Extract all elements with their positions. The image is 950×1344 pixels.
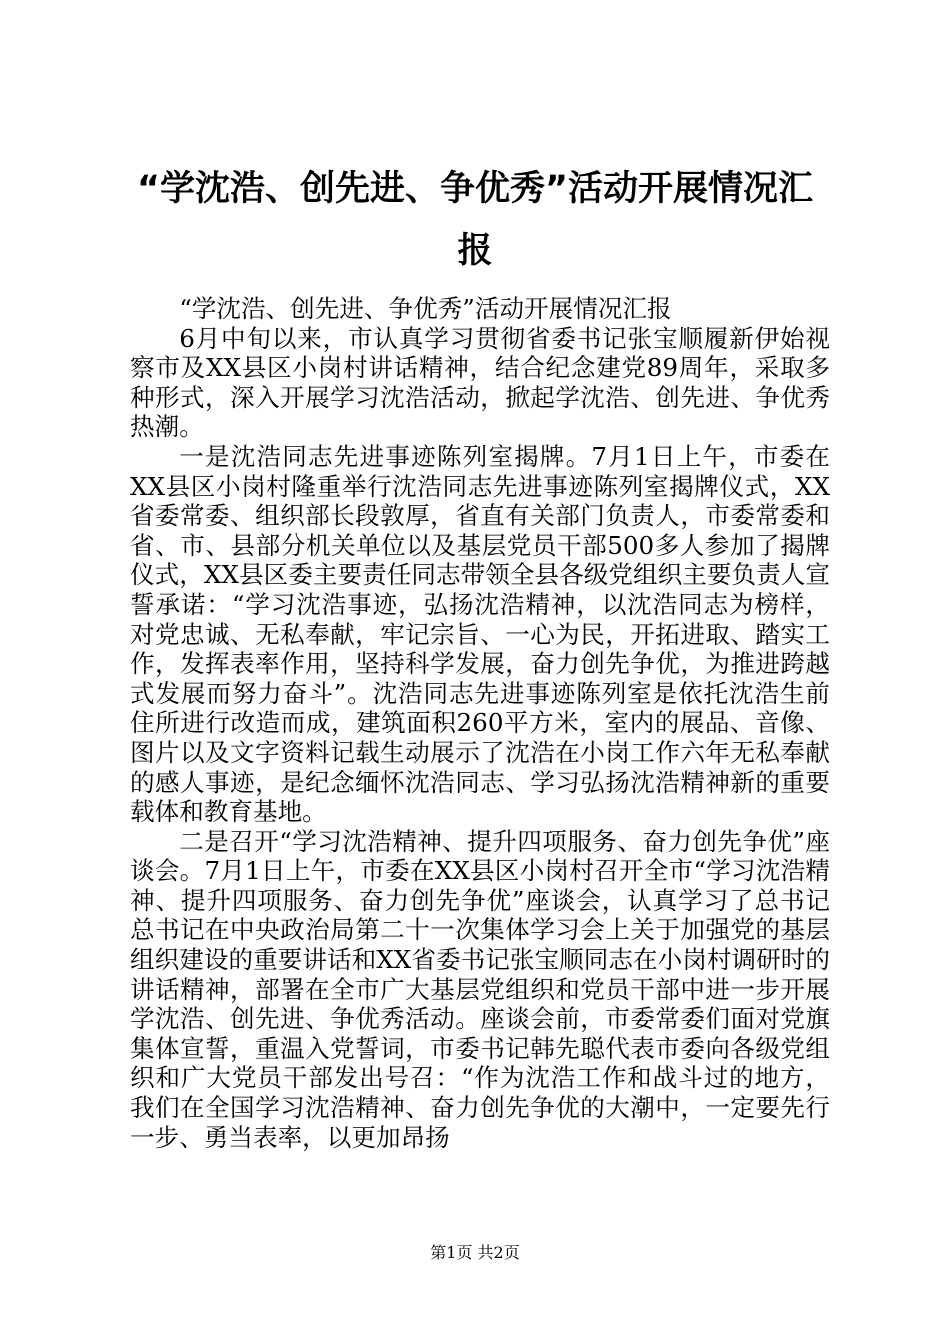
page-footer: 第1页 共2页 xyxy=(430,1243,520,1262)
paragraph-subtitle: “学沈浩、创先进、争优秀”活动开展情况汇报 xyxy=(179,294,672,323)
paragraph-item-2: 二是召开“学习沈浩精神、提升四项服务、奋力创先争优”座谈会。7月1日上午，市委在XX县区小岗村召开全市“学习沈浩精神、提升四项服务、奋力创先争优”座谈会，认真学习了总书记总书记在中央政治局第二十一次集体学习会上关于加强党的基层组织建设的重要讲话和XX省委书记张宝顺同志在小岗村调研时的讲话精神，部署在全市广大基层党组织和党员干部中进一步开展学沈浩、创先进、争优秀活动。座谈会前，市委常委们面对党旗集体宣誓，重温入党誓词，市委书记韩先聪代表市委向各级党组织和广大党员干部发出号召：“作为沈浩工作和战斗过的地方，我们在全国学习沈浩精神、奋力创先争优的大潮中，一定要先行一步、勇当表率，以更加昂扬 xyxy=(130,826,830,1152)
document-body xyxy=(130,294,830,1152)
document-title: “学沈浩、创先进、争优秀”活动开展情况汇报 xyxy=(136,169,813,271)
paragraph-item-1: 一是沈浩同志先进事迹陈列室揭牌。7月1日上午，市委在XX县区小岗村隆重举行沈浩同志先进事迹陈列室揭牌仪式，XX省委常委、组织部长段敦厚，省直有关部门负责人，市委常委和省、市、县部分机关单位以及基层党员干部500多人参加了揭牌仪式，XX县区委主要责任同志带领全县各级党组织主要负责人宣誓承诺：“学习沈浩事迹，弘扬沈浩精神，以沈浩同志为榜样，对党忠诚、无私奉献，牢记宗旨、一心为民，开拓进取、踏实工作，发挥表率作用，坚持科学发展，奋力创先争优，为推进跨越式发展而努力奋斗”。沈浩同志先进事迹陈列室是依托沈浩生前住所进行改造而成，建筑面积260平方米，室内的展品、音像、图片以及文字资料记载生动展示了沈浩在小岗工作六年无私奉献的感人事迹，是纪念缅怀沈浩同志、学习弘扬沈浩精神新的重要载体和教育基地。 xyxy=(130,441,830,827)
paragraph-intro: 6月中旬以来，市认真学习贯彻省委书记张宝顺履新伊始视察市及XX县区小岗村讲话精神，结合纪念建党89周年，采取多种形式，深入开展学习沈浩活动，掀起学沈浩、创先进、争优秀热潮。 xyxy=(130,323,830,442)
